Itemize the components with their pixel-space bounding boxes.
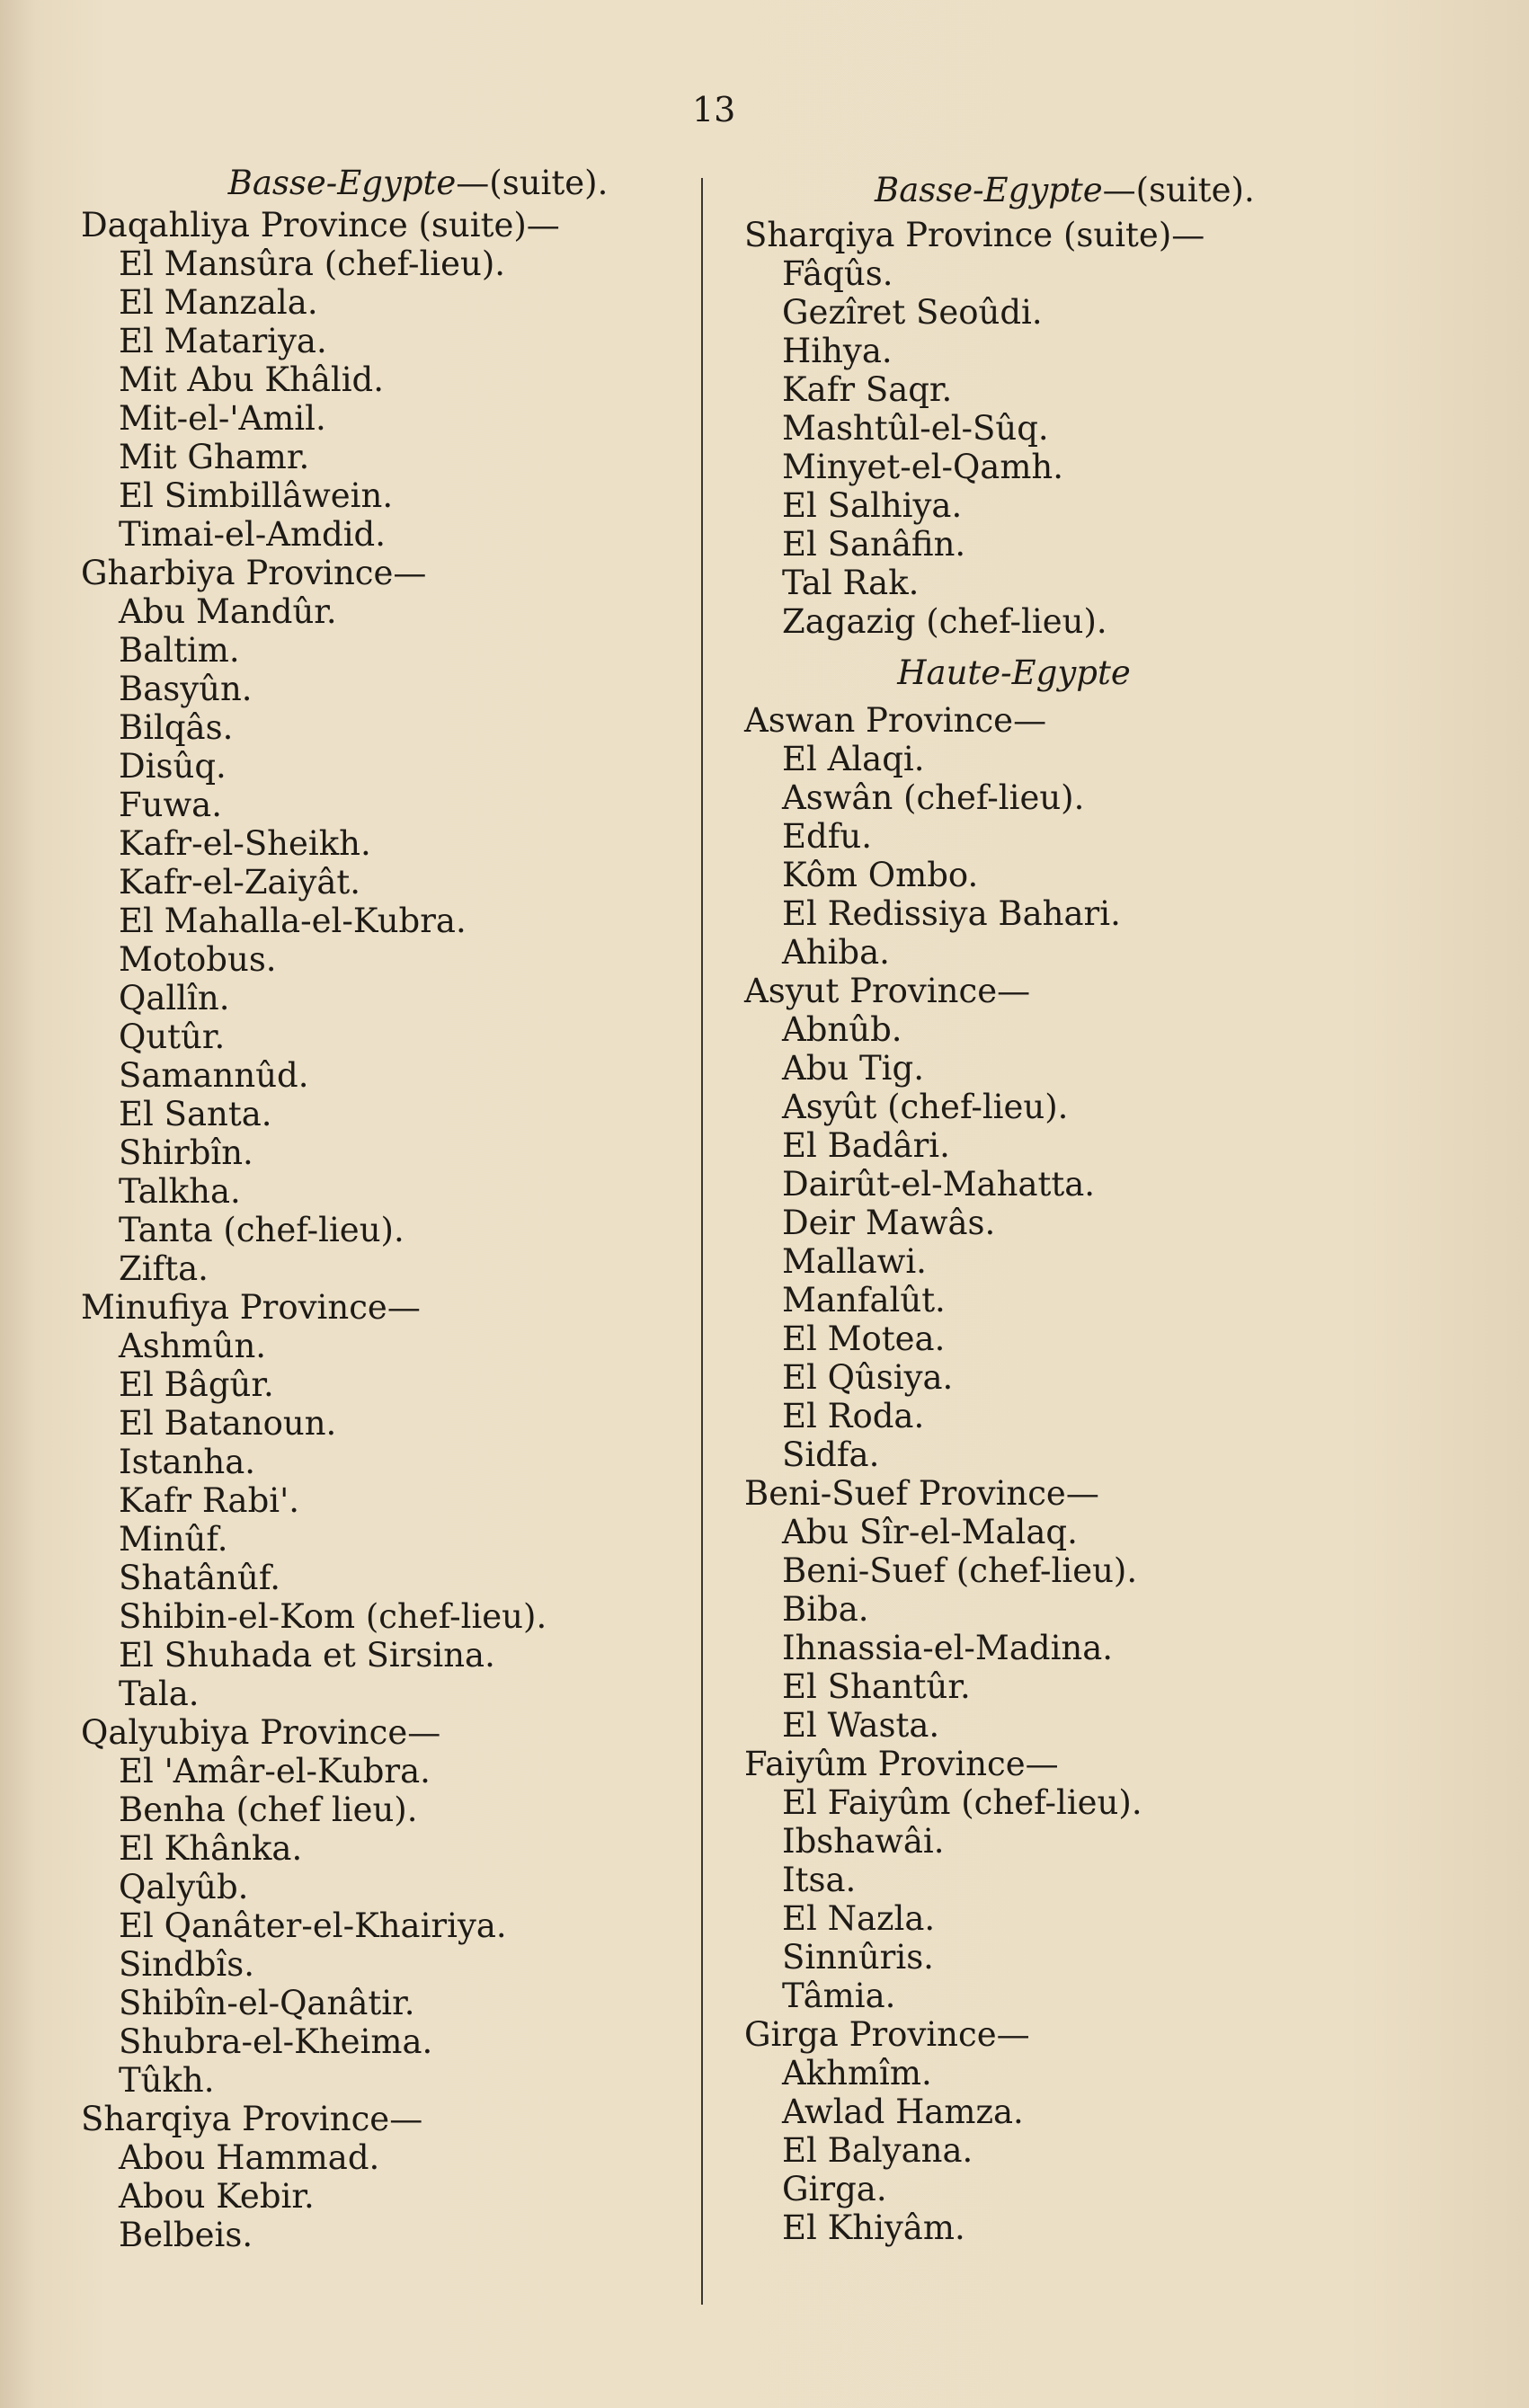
left-place-item: Mit Ghamr. xyxy=(119,438,310,476)
province-title: Faiyûm Province— xyxy=(744,1745,1059,1783)
left-place-item: Basyûn. xyxy=(119,670,253,708)
province-place-item: Awlad Hamza. xyxy=(782,2093,1024,2131)
province-place-item: El Alaqi. xyxy=(782,740,925,778)
province-place-item: Manfalût. xyxy=(782,1281,946,1320)
province-place-item: Edfu. xyxy=(782,817,872,856)
left-column xyxy=(81,164,665,2254)
province-place-item: El Badâri. xyxy=(782,1126,950,1165)
left-place-item: Abou Hammad. xyxy=(119,2138,380,2177)
sharqiya-place-item: Zagazig (chef-lieu). xyxy=(782,602,1107,641)
province-title: Girga Province— xyxy=(744,2015,1030,2054)
left-place-item: El Mansûra (chef-lieu). xyxy=(119,244,506,283)
left-place-item: Kafr-el-Zaiyât. xyxy=(119,863,361,902)
province-place-item: Beni-Suef (chef-lieu). xyxy=(782,1551,1138,1590)
left-place-item: Disûq. xyxy=(119,747,227,786)
left-place-item: Kafr Rabi'. xyxy=(119,1481,300,1520)
left-place-item: Benha (chef lieu). xyxy=(119,1790,418,1829)
left-place-item: Mit-el-'Amil. xyxy=(119,399,326,438)
left-place-item: Mit Abu Khâlid. xyxy=(119,360,384,399)
sharqiya-place-item: Hihya. xyxy=(782,332,893,370)
left-place-item: Bilqâs. xyxy=(119,708,234,747)
left-heading-suffix: —(suite). xyxy=(456,164,609,202)
left-place-item: El Batanoun. xyxy=(119,1404,337,1443)
left-place-item: Shirbîn. xyxy=(119,1133,253,1172)
province-place-item: Sinnûris. xyxy=(782,1938,934,1977)
left-place-item: Baltim. xyxy=(119,631,240,670)
province-place-item: Kôm Ombo. xyxy=(782,856,979,894)
province-place-item: Sidfa. xyxy=(782,1435,880,1474)
left-place-item: El Shuhada et Sirsina. xyxy=(119,1636,495,1675)
column-divider xyxy=(701,178,703,2305)
page-number: 13 xyxy=(692,90,736,129)
left-place-item: Tûkh. xyxy=(119,2061,215,2100)
left-place-item: Qalyûb. xyxy=(119,1868,249,1906)
province-place-item: El Roda. xyxy=(782,1397,925,1435)
left-place-item: Shatânûf. xyxy=(119,1559,280,1597)
haute-egypte-heading: Haute-Egypte xyxy=(897,653,1131,692)
province-place-item: Ihnassia-el-Madina. xyxy=(782,1629,1114,1667)
left-place-item: El Khânka. xyxy=(119,1829,303,1868)
left-place-item: El Qanâter-el-Khairiya. xyxy=(119,1906,507,1945)
left-place-item: El Bâgûr. xyxy=(119,1365,274,1404)
left-place-item: Qutûr. xyxy=(119,1017,226,1056)
left-place-item: El Simbillâwein. xyxy=(119,476,394,515)
left-province-title: Daqahliya Province (suite)— xyxy=(81,206,560,244)
left-place-item: Timai-el-Amdid. xyxy=(119,515,386,554)
province-title: Beni-Suef Province— xyxy=(744,1474,1099,1513)
province-place-item: Aswân (chef-lieu). xyxy=(782,778,1085,817)
sharqiya-province-title: Sharqiya Province (suite)— xyxy=(744,216,1205,254)
left-place-item: Ashmûn. xyxy=(119,1327,267,1365)
province-place-item: El Redissiya Bahari. xyxy=(782,894,1121,933)
province-place-item: Mallawi. xyxy=(782,1242,927,1281)
left-province-title: Gharbiya Province— xyxy=(81,554,427,592)
left-place-item: Zifta. xyxy=(119,1249,209,1288)
province-title: Asyut Province— xyxy=(744,972,1031,1010)
province-place-item: El Faiyûm (chef-lieu). xyxy=(782,1783,1142,1822)
left-province-title: Qalyubiya Province— xyxy=(81,1713,441,1752)
left-place-item: Talkha. xyxy=(119,1172,241,1211)
left-heading-title: Basse-Egypte xyxy=(227,164,457,202)
left-place-item: Belbeis. xyxy=(119,2216,253,2254)
province-place-item: Ibshawâi. xyxy=(782,1822,945,1861)
left-place-list xyxy=(81,206,665,2254)
province-place-item: El Motea. xyxy=(782,1320,946,1358)
province-place-item: El Khiyâm. xyxy=(782,2208,965,2247)
province-place-item: Akhmîm. xyxy=(782,2054,932,2093)
sharqiya-place-item: Tal Rak. xyxy=(782,564,920,602)
left-place-item: Shibîn-el-Qanâtir. xyxy=(119,1984,415,2022)
province-place-item: Dairût-el-Mahatta. xyxy=(782,1165,1096,1204)
left-place-item: El 'Amâr-el-Kubra. xyxy=(119,1752,431,1790)
left-place-item: El Matariya. xyxy=(119,322,327,360)
province-place-item: Deir Mawâs. xyxy=(782,1204,996,1242)
haute-egypte-provinces xyxy=(744,701,1248,2247)
left-place-item: El Manzala. xyxy=(119,283,318,322)
right-heading-title: Basse-Egypte xyxy=(875,171,1103,209)
left-place-item: Tala. xyxy=(119,1675,200,1713)
province-place-item: Ahiba. xyxy=(782,933,890,972)
left-column-heading xyxy=(171,164,665,202)
left-place-item: El Santa. xyxy=(119,1095,272,1133)
province-place-item: Abu Tig. xyxy=(782,1049,924,1088)
sharqiya-place-item: El Salhiya. xyxy=(782,486,963,525)
sharqiya-place-item: Gezîret Seoûdi. xyxy=(782,293,1043,332)
province-place-item: El Nazla. xyxy=(782,1899,936,1938)
province-title: Aswan Province— xyxy=(744,701,1047,740)
province-place-item: Asyût (chef-lieu). xyxy=(782,1088,1069,1126)
left-place-item: Tanta (chef-lieu). xyxy=(119,1211,404,1249)
left-place-item: Samannûd. xyxy=(119,1056,309,1095)
left-place-item: Qallîn. xyxy=(119,979,230,1017)
province-place-item: El Shantûr. xyxy=(782,1667,971,1706)
right-column xyxy=(744,171,1255,2247)
left-place-item: Shubra-el-Kheima. xyxy=(119,2022,433,2061)
left-place-item: Abu Mandûr. xyxy=(119,592,337,631)
sharqiya-place-item: Mashtûl-el-Sûq. xyxy=(782,409,1049,448)
left-place-item: Shibin-el-Kom (chef-lieu). xyxy=(119,1597,547,1636)
left-place-item: El Mahalla-el-Kubra. xyxy=(119,902,467,940)
province-place-item: El Wasta. xyxy=(782,1706,940,1745)
sharqiya-place-item: Kafr Saqr. xyxy=(782,370,953,409)
province-place-item: Itsa. xyxy=(782,1861,857,1899)
province-place-item: Abnûb. xyxy=(782,1010,902,1049)
left-place-item: Kafr-el-Sheikh. xyxy=(119,824,371,863)
right-column-heading xyxy=(875,171,1378,209)
left-place-item: Minûf. xyxy=(119,1520,228,1559)
sharqiya-place-item: El Sanâfin. xyxy=(782,525,966,564)
left-province-title: Minufiya Province— xyxy=(81,1288,421,1327)
right-heading-suffix: —(suite). xyxy=(1102,171,1255,209)
left-place-item: Motobus. xyxy=(119,940,277,979)
left-place-item: Sindbîs. xyxy=(119,1945,254,1984)
sharqiya-place-item: Fâqûs. xyxy=(782,254,893,293)
province-place-item: Tâmia. xyxy=(782,1977,896,2015)
province-place-item: El Balyana. xyxy=(782,2131,973,2170)
left-province-title: Sharqiya Province— xyxy=(81,2100,423,2138)
province-place-item: El Qûsiya. xyxy=(782,1358,954,1397)
left-place-item: Istanha. xyxy=(119,1443,256,1481)
province-place-item: Abu Sîr-el-Malaq. xyxy=(782,1513,1078,1551)
province-place-item: Biba. xyxy=(782,1590,869,1629)
province-place-item: Girga. xyxy=(782,2170,887,2208)
left-place-item: Fuwa. xyxy=(119,786,222,824)
sharqiya-items xyxy=(744,254,1248,641)
left-place-item: Abou Kebir. xyxy=(119,2177,315,2216)
sharqiya-place-item: Minyet-el-Qamh. xyxy=(782,448,1064,486)
